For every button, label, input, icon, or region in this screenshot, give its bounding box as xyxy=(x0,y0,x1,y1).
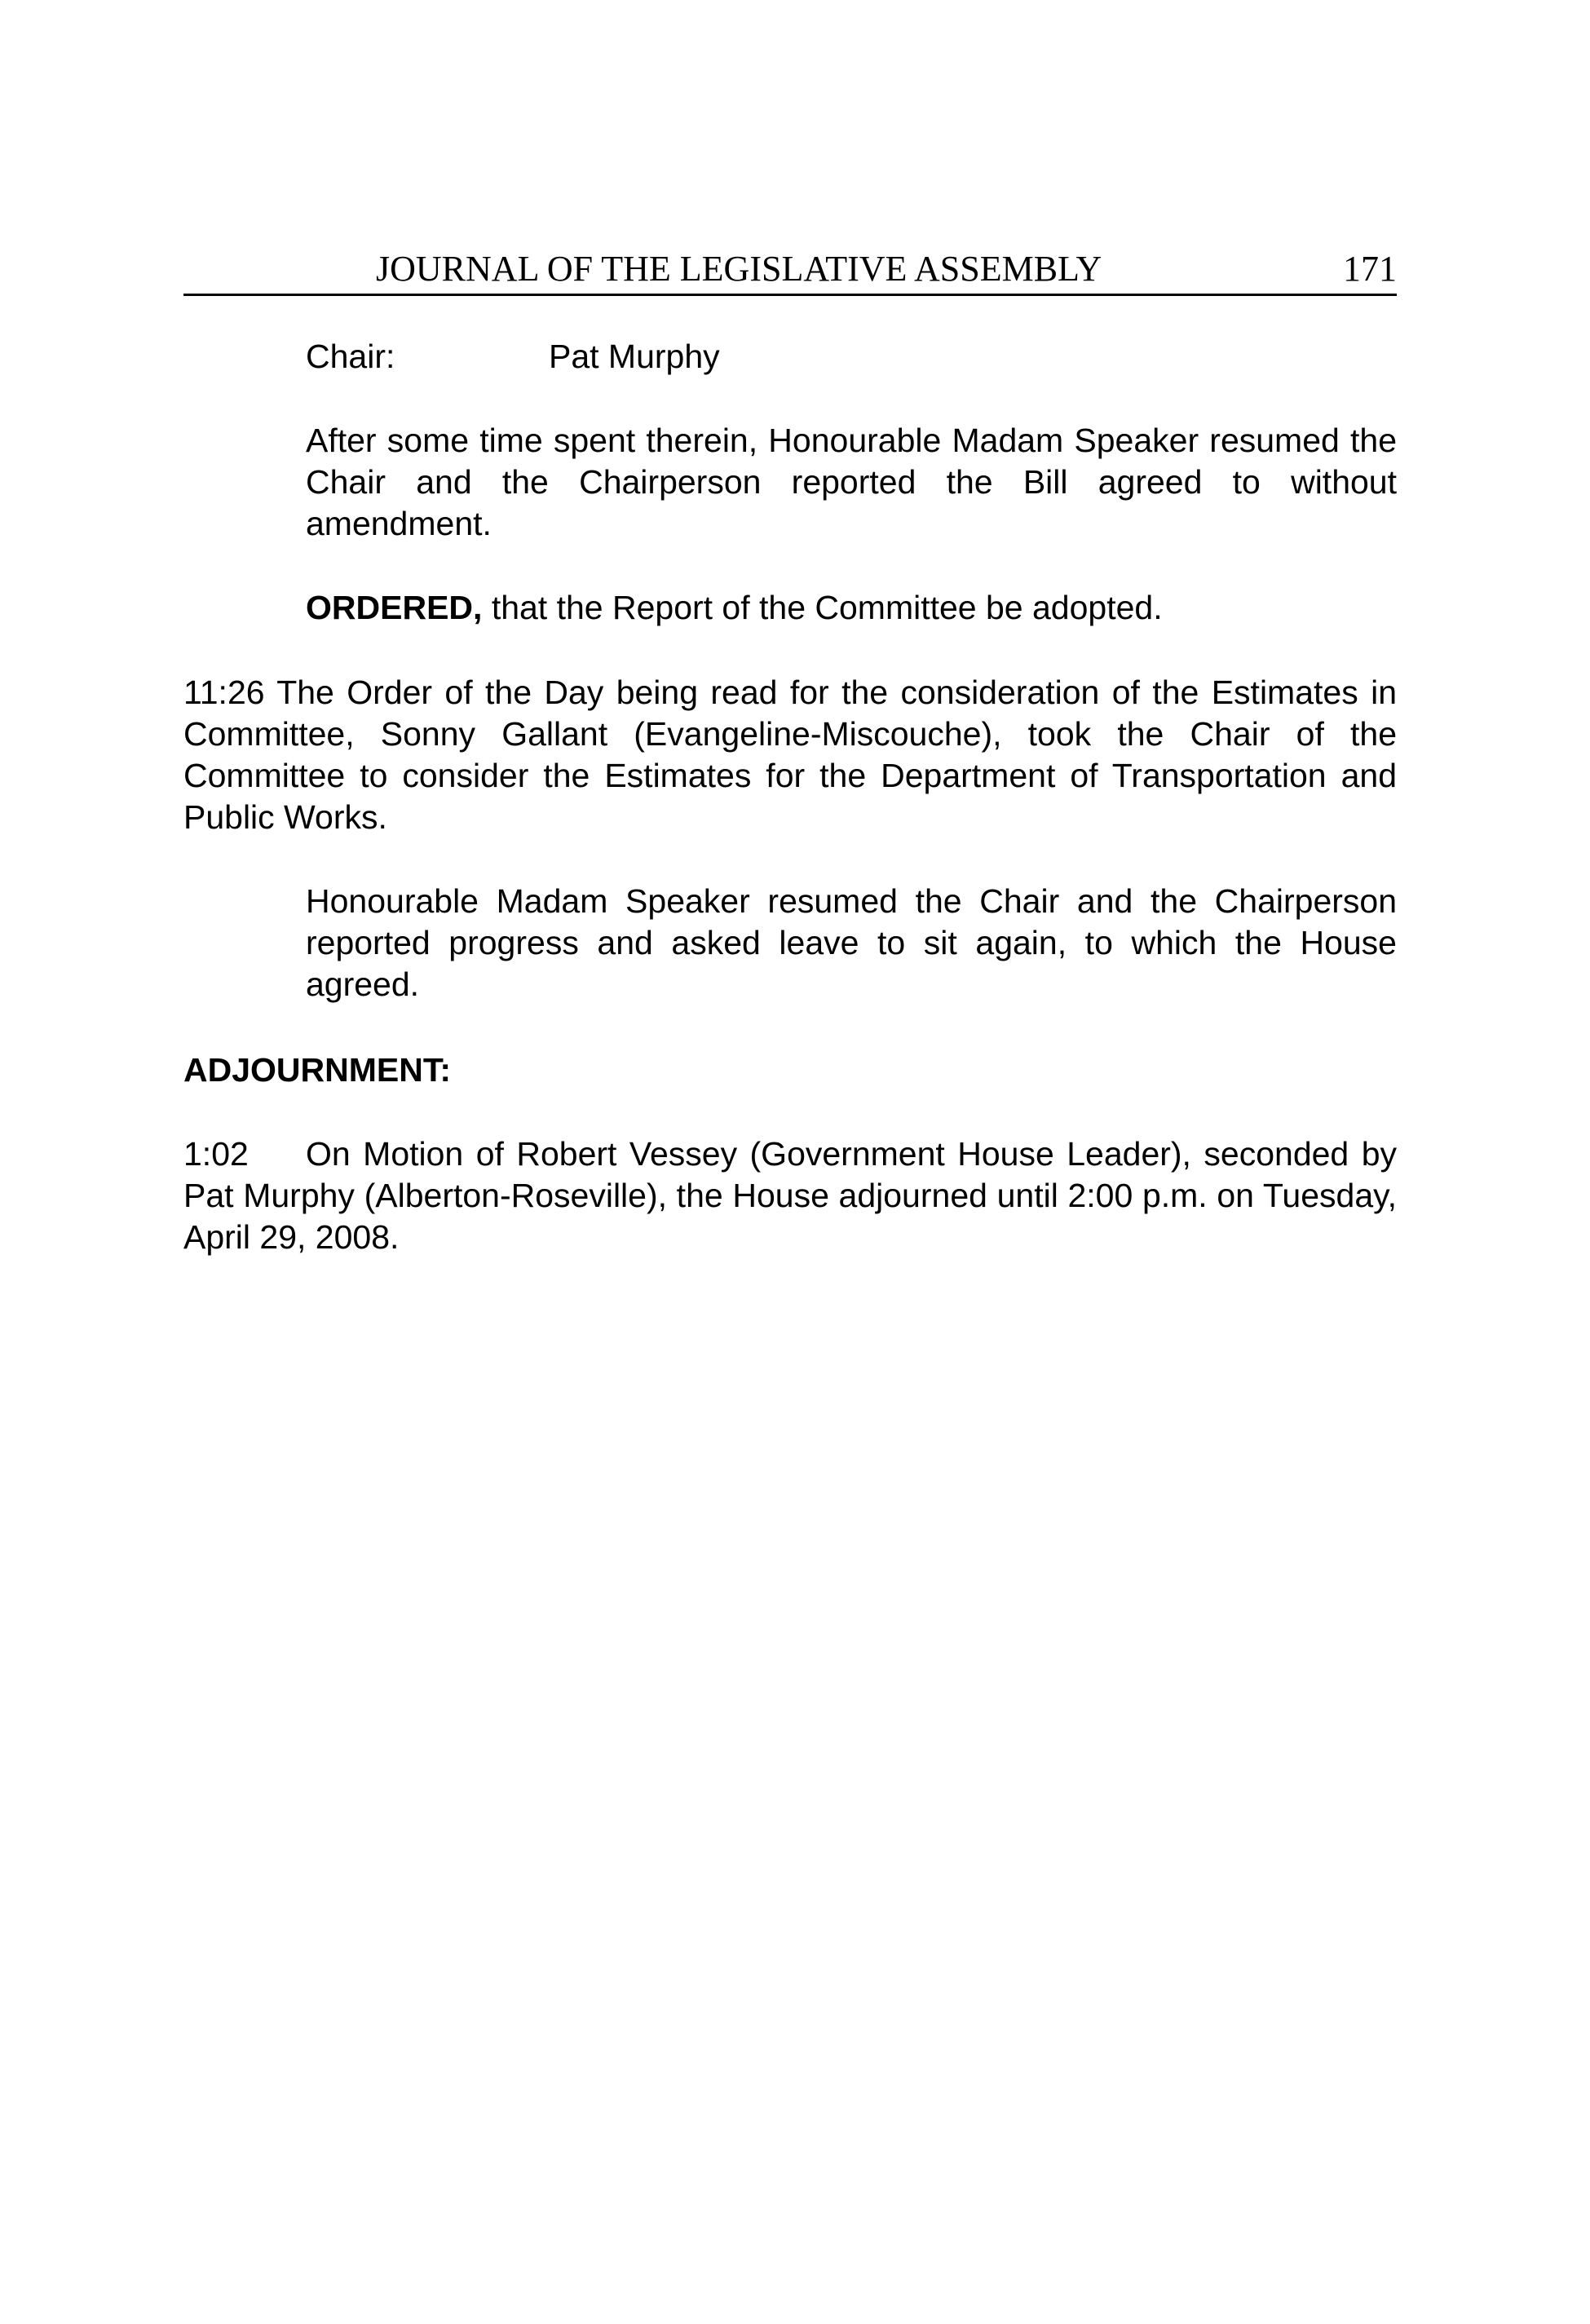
page-header xyxy=(183,245,1397,296)
chair-name: Pat Murphy xyxy=(549,338,720,375)
estimates-text: The Order of the Day being read for the consideration of the Estimates in Committee, Sonny Gallant (Evangeline-Miscouche), took the Chair of the Committee to consider the Estimates for the Department of Transportation and Public Works. xyxy=(183,674,1397,836)
ordered-keyword: ORDERED, xyxy=(306,589,483,626)
estimates-time: 11:26 xyxy=(183,674,265,711)
progress-paragraph: Honourable Madam Speaker resumed the Chair and the Chairperson reported progress and asked leave to sit again, to which the House agreed. xyxy=(306,882,1397,1003)
adjournment-time: 1:02 xyxy=(183,1135,249,1173)
adjournment-paragraph xyxy=(183,1133,1397,1258)
ordered-paragraph xyxy=(306,587,1397,629)
adjournment-heading: ADJOURNMENT: xyxy=(183,1051,451,1089)
chair-label: Chair: xyxy=(306,338,395,375)
page-number: 171 xyxy=(1343,249,1397,289)
committee-report-paragraph: After some time spent therein, Honourable Madam Speaker resumed the Chair and the Chairperson reported the Bill agreed to without amendment. xyxy=(306,422,1397,542)
adjournment-text: On Motion of Robert Vessey (Government House Leader), seconded by Pat Murphy (Alberton-Roseville), the House adjourned until 2:00 p.m. on Tuesday, April 29, 2008. xyxy=(183,1135,1397,1256)
ordered-text: that the Report of the Committee be adopted. xyxy=(482,589,1163,626)
estimates-paragraph xyxy=(183,672,1397,838)
chair-line xyxy=(306,336,1397,378)
journal-title: JOURNAL OF THE LEGISLATIVE ASSEMBLY xyxy=(376,249,1102,289)
